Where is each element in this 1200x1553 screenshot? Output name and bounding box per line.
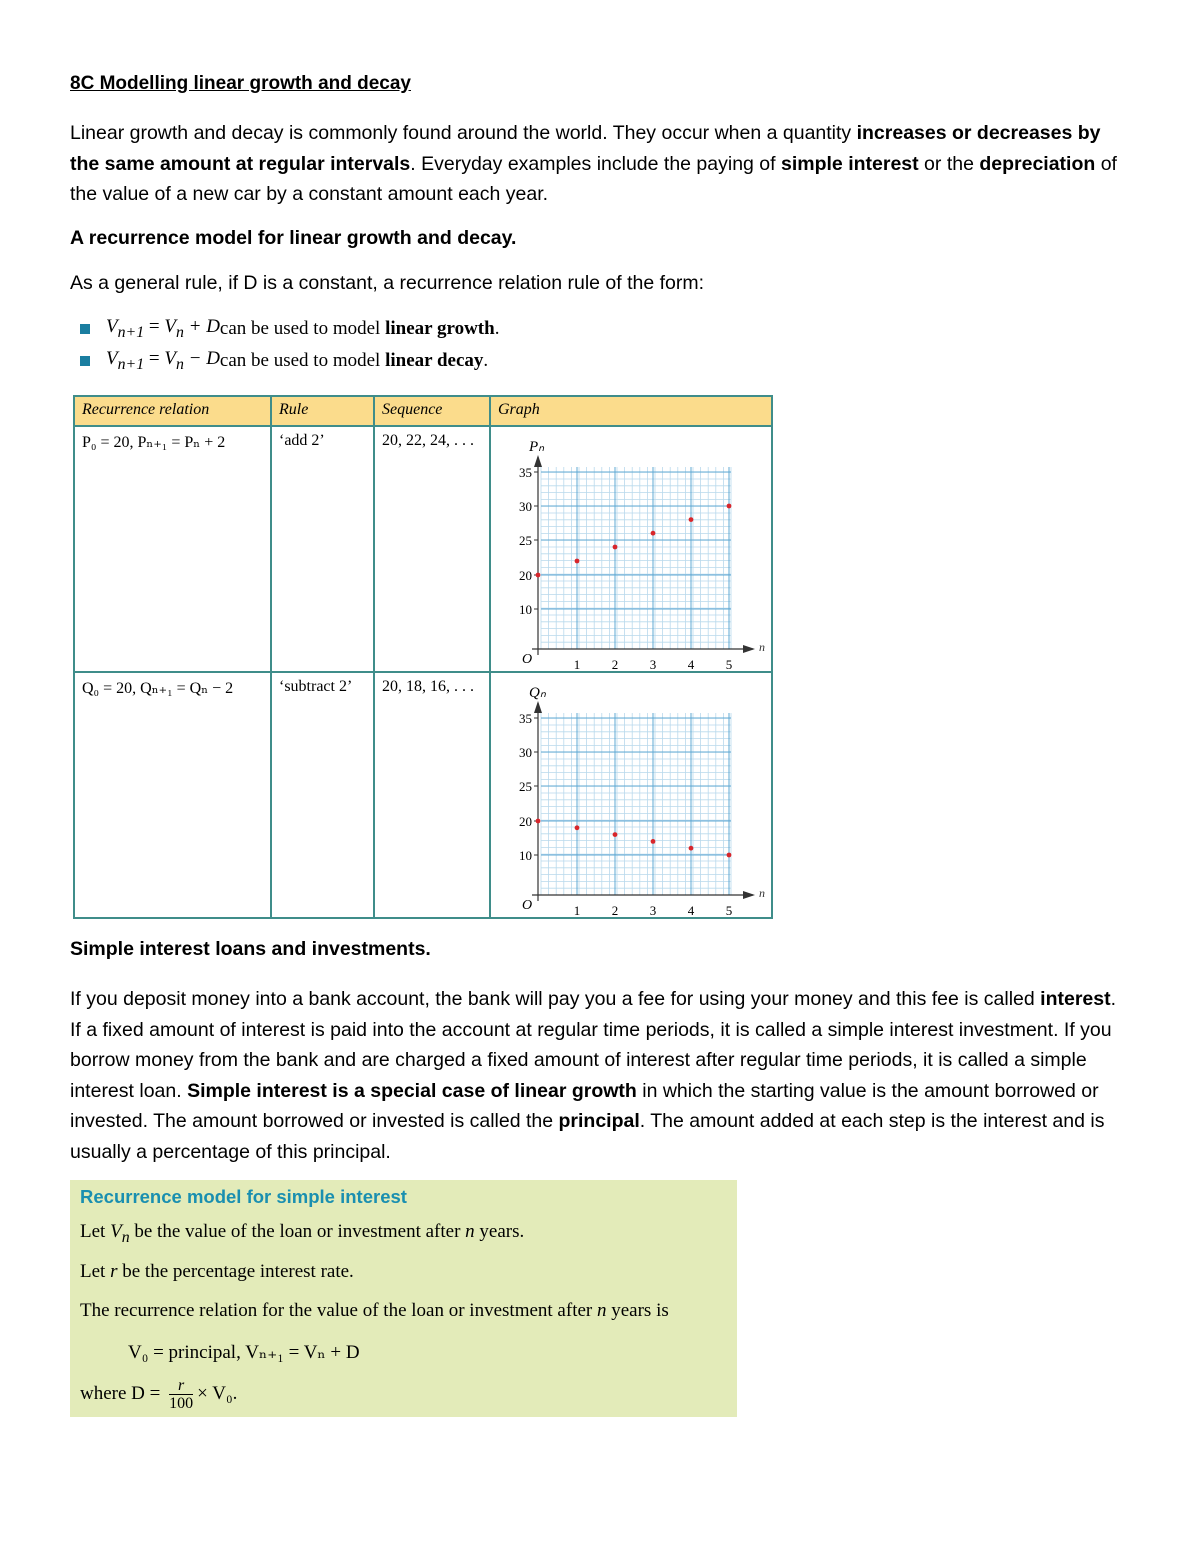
y-tick-label: 10 [519,848,532,863]
square-bullet-icon [80,324,90,334]
data-point [613,545,618,550]
header-rule: Rule [271,396,374,426]
x-axis-arrow-icon [743,645,755,653]
bullet-formula: $V_{n+1} = V_n - D$ [106,348,220,373]
x-tick-label: 3 [649,657,657,671]
y-tick-label: 35 [519,465,532,480]
paragraph-bold: Simple interest is a special case of linear growth [187,1079,637,1102]
intro-text: . Everyday examples include the paying of [410,152,781,175]
y-tick-label: 25 [519,533,532,548]
cell-graph [490,672,772,918]
cell-rule: ‘subtract 2’ [271,672,374,918]
cell-graph [490,426,772,672]
x-tick-label: 2 [611,657,619,671]
page-title: 8C Modelling linear growth and decay [70,73,411,94]
cell-relation: P₀ = 20, Pₙ₊₁ = Pₙ + 2 [74,426,271,672]
x-tick-label: 1 [573,657,581,671]
paragraph-text: If you deposit money into a bank account, the bank will pay you a fee for using your money and this fee is called [70,988,1041,1010]
data-point [536,819,541,824]
header-sequence: Sequence [374,396,490,426]
x-tick-label: 4 [687,903,695,917]
y-tick-label: 35 [519,711,532,726]
x-tick-label: 1 [573,903,581,917]
box-title: Recurrence model for simple interest [80,1186,407,1207]
y-tick-label: 10 [519,602,532,617]
table-row [74,672,772,918]
data-point [651,531,656,536]
square-bullet-icon [80,356,90,366]
box-formula: V₀ = principal, Vₙ₊₁ = Vₙ + D [128,1342,360,1363]
y-axis-arrow-icon [534,455,542,467]
y-axis-label: Qₙ [529,685,546,701]
intro-bold: simple interest [781,152,919,175]
x-tick-label: 3 [649,903,657,917]
data-point [689,517,694,522]
data-point [727,504,732,509]
bullet-formula: $V_{n+1} = V_n + D$ [106,316,220,341]
paragraph-bold: principal [558,1110,640,1132]
x-tick-label: 5 [725,903,733,917]
bullet-list [80,313,499,377]
paragraph-text: . If a fixed amount of interest is paid into the account at regular time periods, it is called a simple interest investment. If you borrow money from the bank and are charged a fixed amount of interest after regular time periods, it is called a simple interest loan. [70,988,1117,1102]
x-axis-label: n [759,640,765,654]
cell-rule: ‘add 2’ [271,426,374,672]
intro-text: or the [918,152,980,175]
header-recurrence-relation: Recurrence relation [74,396,271,426]
x-axis-arrow-icon [743,891,755,899]
data-point [727,853,732,858]
bullet-decay: $V_{n+1} = V_n - D$ can be used to model linear decay . [80,345,499,377]
intro-text: Linear growth and decay is commonly found around the world. They occur when a quantity [70,122,857,144]
fraction: $\frac{r}{100}$ [169,1377,194,1412]
growth-graph [491,427,771,671]
bullet-text: can be used to model [219,318,381,339]
simple-interest-heading: Simple interest loans and investments. [70,938,431,960]
data-point [575,559,580,564]
box-line: Let r be the percentage interest rate. [80,1261,354,1282]
y-tick-label: 25 [519,779,532,794]
x-axis-label: n [759,886,765,900]
recurrence-heading: A recurrence model for linear growth and decay. [70,227,517,249]
intro-bold: depreciation [979,152,1096,175]
cell-sequence: 20, 18, 16, . . . [374,672,490,918]
y-axis-label: Pₙ [529,439,545,455]
origin-label: O [522,652,533,667]
data-point [536,573,541,578]
bullet-text: can be used to model [219,350,381,371]
data-point [689,846,694,851]
data-point [575,825,580,830]
x-tick-label: 5 [725,657,733,671]
cell-sequence: 20, 22, 24, . . . [374,426,490,672]
box-where-line: where D = $\frac{r}{100}$ × V₀. [80,1377,238,1412]
y-tick-label: 20 [519,814,532,829]
y-tick-label: 30 [519,745,532,760]
y-tick-label: 30 [519,499,532,514]
bullet-growth: $V_{n+1} = V_n + D$ can be used to model linear growth . [80,313,499,345]
simple-interest-box [70,1180,737,1417]
bullet-bold: linear growth [385,318,495,339]
x-tick-label: 2 [611,903,619,917]
data-point [651,839,656,844]
simple-interest-paragraph [70,984,1130,1167]
y-axis-arrow-icon [534,701,542,713]
intro-bold: increases or decreases by the same amount at regular intervals [70,122,1101,175]
paragraph-bold: interest [1040,988,1111,1010]
recurrence-table [73,395,773,919]
paragraph-text: . The amount added at each step is the interest and is usually a percentage of this principal. [70,1110,1105,1163]
y-tick-label: 20 [519,568,532,583]
cell-relation: Q₀ = 20, Qₙ₊₁ = Qₙ − 2 [74,672,271,918]
general-rule-text: As a general rule, if D is a constant, a recurrence relation rule of the form: [70,272,705,294]
origin-label: O [522,898,533,913]
table-header-row [74,396,772,426]
decay-graph [491,673,771,917]
intro-paragraph [70,118,1130,210]
data-point [613,832,618,837]
header-graph: Graph [490,396,772,426]
paragraph-text: in which the starting value is the amount borrowed or invested. The amount borrowed or invested is called the [70,1079,1099,1132]
box-line: Let $V_n$ be the value of the loan or investment after n years. [80,1221,525,1246]
x-tick-label: 4 [687,657,695,671]
bullet-bold: linear decay [385,350,484,371]
box-line: The recurrence relation for the value of the loan or investment after n years is [80,1300,669,1321]
table-row [74,426,772,672]
intro-text: of the value of a new car by a constant amount each year. [70,152,1117,205]
